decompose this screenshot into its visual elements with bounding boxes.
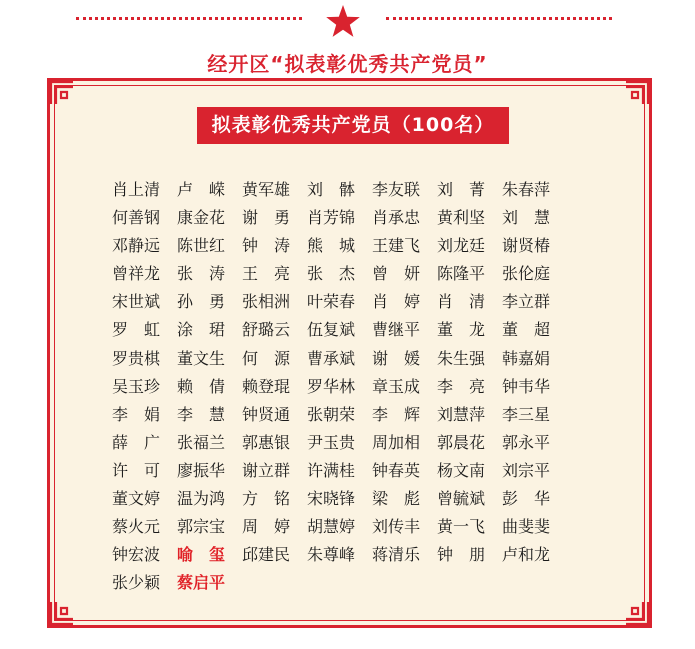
name-item: 伍复斌 [307, 320, 356, 340]
name-item: 朱生强 [437, 348, 486, 368]
name-item: 杨文南 [437, 460, 486, 480]
name-item: 刘宗平 [502, 460, 551, 480]
name-item: 肖 婷 [372, 292, 421, 312]
name-item: 曹承斌 [307, 348, 356, 368]
name-item: 张相洲 [242, 292, 291, 312]
name-item: 钟春英 [372, 460, 421, 480]
name-item: 曹继平 [372, 320, 421, 340]
name-item: 刘 慧 [502, 208, 551, 228]
name-item: 周 婷 [242, 517, 291, 537]
name-item: 赖 倩 [177, 376, 226, 396]
name-item: 邱建民 [242, 545, 291, 565]
name-item: 郭永平 [502, 432, 551, 452]
name-item: 李立群 [502, 292, 551, 312]
name-item: 卢和龙 [502, 545, 551, 565]
name-item: 曾 妍 [372, 264, 421, 284]
name-item: 罗贵棋 [112, 348, 161, 368]
name-item: 朱尊峰 [307, 545, 356, 565]
name-item: 罗 虹 [112, 320, 161, 340]
name-item: 董 龙 [437, 320, 486, 340]
name-item: 喻 玺 [177, 545, 226, 565]
list-title-banner: 拟表彰优秀共产党员（100名） [197, 107, 509, 144]
name-item: 蔡启平 [177, 573, 226, 593]
name-item: 许满桂 [307, 460, 356, 480]
page-heading: 经开区“拟表彰优秀共产党员” [207, 52, 488, 76]
name-item: 章玉成 [372, 376, 421, 396]
name-item: 张朝荣 [307, 404, 356, 424]
name-item: 肖承忠 [372, 208, 421, 228]
name-item: 梁 彪 [372, 489, 421, 509]
name-item: 宋世斌 [112, 292, 161, 312]
name-item: 刘龙廷 [437, 236, 486, 256]
name-item: 陈世红 [177, 236, 226, 256]
name-item: 张 涛 [177, 264, 226, 284]
name-item: 曾祥龙 [112, 264, 161, 284]
name-item: 叶荣春 [307, 292, 356, 312]
name-item: 卢 嵘 [177, 180, 226, 199]
name-item: 郭惠银 [242, 432, 291, 452]
name-item: 谢贤椿 [502, 236, 551, 256]
name-item: 王建飞 [372, 236, 421, 256]
name-item: 李 辉 [372, 404, 421, 424]
name-item: 温为鸿 [177, 489, 226, 509]
star-icon [325, 4, 361, 38]
name-item: 黄军雄 [242, 180, 291, 199]
name-item: 张福兰 [177, 432, 226, 452]
name-item: 黄利坚 [437, 208, 486, 228]
name-item: 舒璐云 [242, 320, 291, 340]
dotted-divider-right [386, 17, 612, 20]
name-item: 钟韦华 [502, 376, 551, 396]
honor-list-panel [47, 78, 652, 628]
corner-ornament-icon [624, 600, 650, 626]
name-item: 李 慧 [177, 404, 226, 424]
name-item: 李友联 [372, 180, 421, 199]
name-item: 何善钢 [112, 208, 161, 228]
name-item: 陈隆平 [437, 264, 486, 284]
name-item: 薛 广 [112, 432, 161, 452]
name-item: 张 杰 [307, 264, 356, 284]
name-item: 刘 骵 [307, 180, 356, 199]
corner-ornament-icon [49, 600, 75, 626]
name-item: 周加相 [372, 432, 421, 452]
name-item: 韩嘉娟 [502, 348, 551, 368]
name-item: 曲斐斐 [502, 517, 551, 537]
name-item: 钟贤通 [242, 404, 291, 424]
name-item: 廖振华 [177, 460, 226, 480]
name-item: 肖上清 [112, 180, 161, 199]
name-item: 何 源 [242, 348, 291, 368]
name-item: 董文婷 [112, 489, 161, 509]
dotted-divider-left [76, 17, 302, 20]
name-item: 黄一飞 [437, 517, 486, 537]
name-item: 涂 珺 [177, 320, 226, 340]
name-item: 李 亮 [437, 376, 486, 396]
name-item: 钟 涛 [242, 236, 291, 256]
name-item: 肖芳锦 [307, 208, 356, 228]
name-item: 谢立群 [242, 460, 291, 480]
name-item: 孙 勇 [177, 292, 226, 312]
name-item: 谢 勇 [242, 208, 291, 228]
name-item: 朱春萍 [502, 180, 551, 199]
name-item: 郭晨花 [437, 432, 486, 452]
name-item: 赖登琨 [242, 376, 291, 396]
name-item: 谢 媛 [372, 348, 421, 368]
name-list [112, 176, 632, 597]
name-item: 张少颖 [112, 573, 161, 593]
name-item: 董 超 [502, 320, 551, 340]
name-item: 胡慧婷 [307, 517, 356, 537]
name-item: 吴玉珍 [112, 376, 161, 396]
name-item: 钟 朋 [437, 545, 486, 565]
corner-ornament-icon [624, 80, 650, 106]
name-item: 董文生 [177, 348, 226, 368]
name-item: 王 亮 [242, 264, 291, 284]
name-item: 邓静远 [112, 236, 161, 256]
name-item: 罗华林 [307, 376, 356, 396]
name-item: 蒋清乐 [372, 545, 421, 565]
name-item: 郭宗宝 [177, 517, 226, 537]
top-decoration [0, 0, 695, 48]
name-item: 许 可 [112, 460, 161, 480]
name-item: 蔡火元 [112, 517, 161, 537]
name-item: 方 铭 [242, 489, 291, 509]
name-item: 李三星 [502, 404, 551, 424]
name-item: 李 娟 [112, 404, 161, 424]
name-item: 钟宏波 [112, 545, 161, 565]
name-item: 尹玉贵 [307, 432, 356, 452]
name-item: 张伦庭 [502, 264, 551, 284]
name-item: 曾毓斌 [437, 489, 486, 509]
name-item: 肖 清 [437, 292, 486, 312]
name-item: 刘传丰 [372, 517, 421, 537]
name-item: 刘慧萍 [437, 404, 486, 424]
name-item: 宋晓锋 [307, 489, 356, 509]
corner-ornament-icon [49, 80, 75, 106]
name-item: 彭 华 [502, 489, 551, 509]
name-item: 康金花 [177, 208, 226, 228]
name-item: 刘 菁 [437, 180, 486, 199]
name-item: 熊 城 [307, 236, 356, 256]
